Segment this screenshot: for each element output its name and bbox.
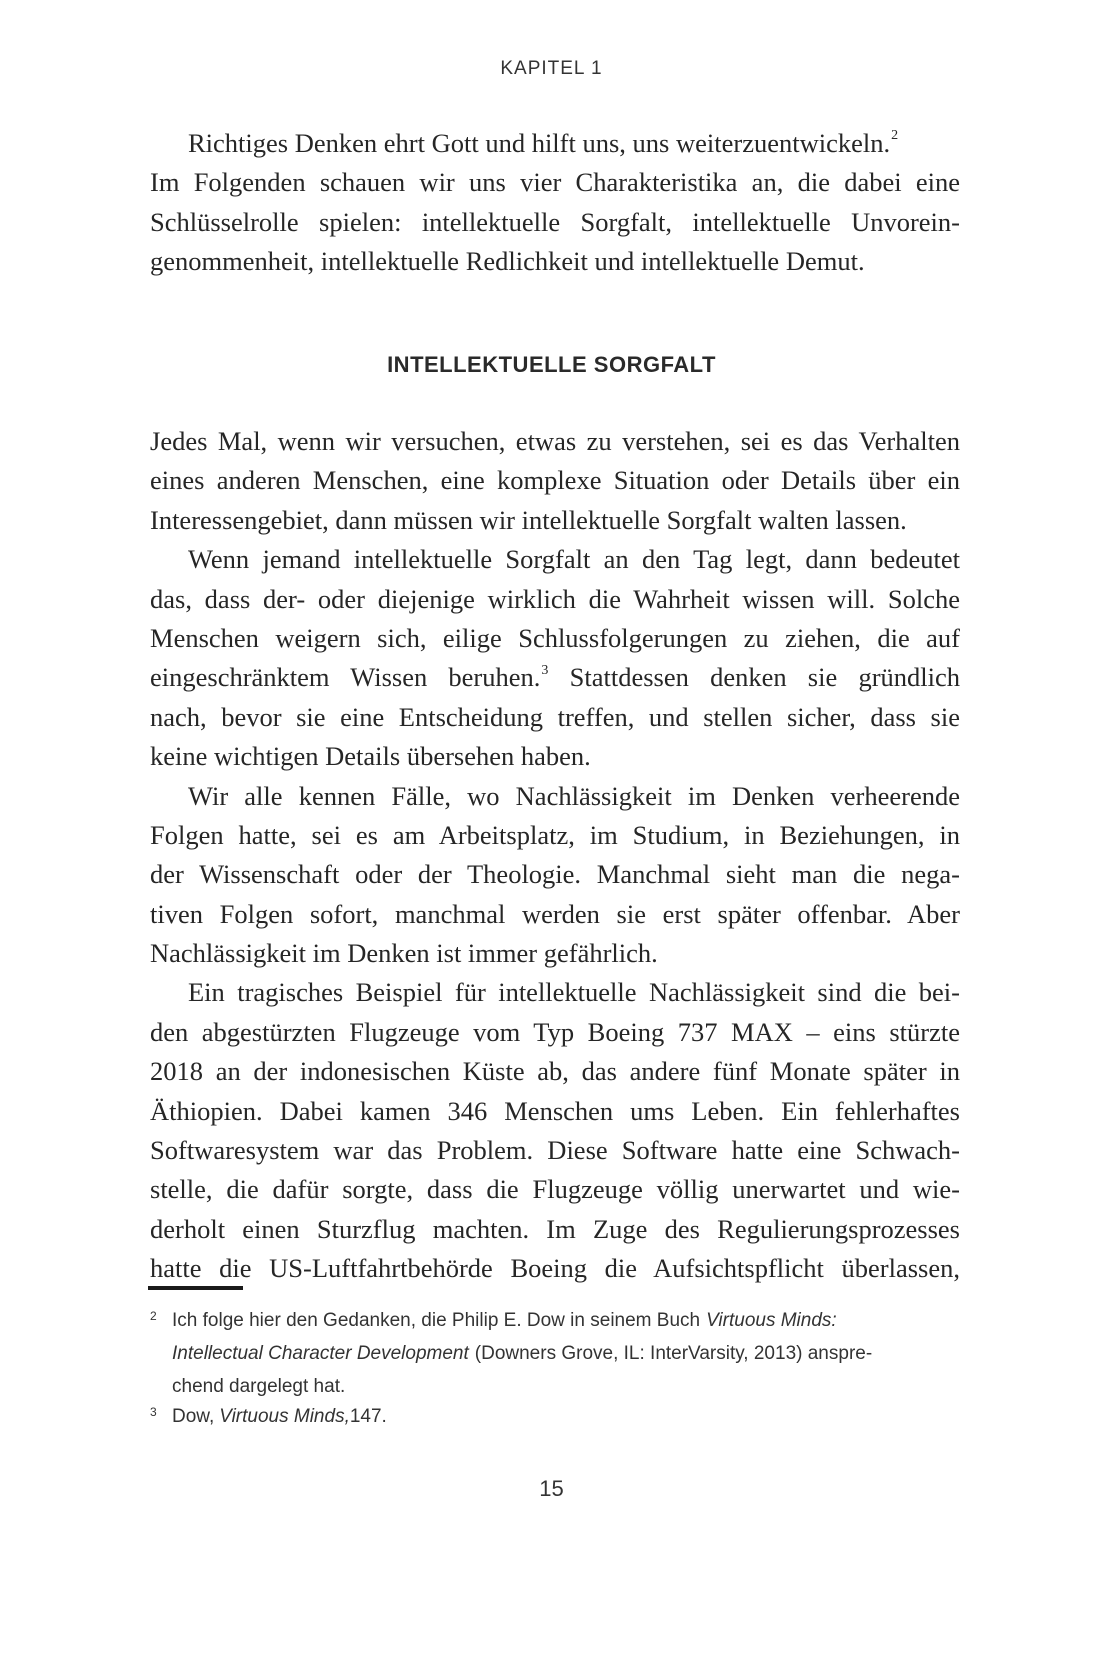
footnote-2-line-2: Intellectual Character Development (Downers Grove, IL: InterVarsity, 2013) anspre- xyxy=(172,1343,873,1364)
intro-line-2: Im Folgenden schauen wir uns vier Charakteristika an, die dabei eine xyxy=(150,167,960,198)
paragraph-4-line: 2018 an der indonesischen Küste ab, das andere fünf Monate später in xyxy=(150,1056,960,1087)
footnote-mark: 2 xyxy=(150,1309,157,1323)
paragraph-3-line: der Wissenschaft oder der Theologie. Manchmal sieht man die nega- xyxy=(150,859,960,890)
paragraph-2-line: Menschen weigern sich, eilige Schlussfolgerungen zu ziehen, die auf xyxy=(150,622,960,653)
paragraph-3-line: Nachlässigkeit im Denken ist immer gefährlich. xyxy=(150,938,658,969)
footnote-2-line-1: Ich folge hier den Gedanken, die Philip E. Dow in seinem Buch Virtuous Minds: xyxy=(172,1310,837,1331)
paragraph-3-line: Wir alle kennen Fälle, wo Nachlässigkeit im Denken verheerende xyxy=(188,780,960,811)
paragraph-2-line: keine wichtigen Details übersehen haben. xyxy=(150,741,591,772)
footnote-mark: 3 xyxy=(150,1405,157,1419)
paragraph-4-line: stelle, die dafür sorgte, dass die Flugzeuge völlig unerwartet und wie- xyxy=(150,1174,960,1205)
paragraph-3-line: tiven Folgen sofort, manchmal werden sie erst später offenbar. Aber xyxy=(150,898,960,929)
paragraph-1-line: eines anderen Menschen, eine komplexe Situation oder Details über ein xyxy=(150,465,960,496)
intro-paragraph xyxy=(150,124,960,282)
paragraph-1-line: Jedes Mal, wenn wir versuchen, etwas zu verstehen, sei es das Verhalten xyxy=(150,426,960,456)
footnote-2-line-3: chend dargelegt hat. xyxy=(172,1376,346,1397)
footnote-ref-2: 2 xyxy=(891,128,899,144)
paragraph-4-line: Softwaresystem war das Problem. Diese Software hatte eine Schwach- xyxy=(150,1135,960,1166)
paragraph-4-line: derholt einen Sturzflug machten. Im Zuge des Regulierungsprozesses xyxy=(150,1213,960,1244)
paragraph-1-line: Interessengebiet, dann müssen wir intellektuelle Sorgfalt walten lassen. xyxy=(150,504,907,535)
paragraph-3-line: Folgen hatte, sei es am Arbeitsplatz, im Studium, in Beziehungen, in xyxy=(150,819,960,850)
intro-line-4: genommenheit, intellektuelle Redlichkeit und intellektuelle Demut. xyxy=(150,246,865,277)
paragraph-2-line: eingeschränktem Wissen beruhen.$^3$ Stattdessen denken sie gründlich xyxy=(150,662,961,693)
paragraph-4-line: Äthiopien. Dabei kamen 346 Menschen ums Leben. Ein fehlerhaftes xyxy=(150,1095,960,1126)
footnote-3 xyxy=(150,1400,960,1433)
footnote-ref-3: 3 xyxy=(541,662,549,678)
paragraph-2-line: Wenn jemand intellektuelle Sorgfalt an den Tag legt, dann bedeutet xyxy=(188,544,960,575)
paragraph-4-line: Ein tragisches Beispiel für intellektuelle Nachlässigkeit sind die bei- xyxy=(188,977,960,1008)
body-text xyxy=(150,422,960,1289)
intro-line-3: Schlüsselrolle spielen: intellektuelle Sorgfalt, intellektuelle Unvorein- xyxy=(150,206,960,237)
footnote-3-line-1: Dow, Virtuous Minds, 147. xyxy=(172,1406,387,1427)
running-head: KAPITEL 1 xyxy=(500,58,603,79)
paragraph-2-line: das, dass der- oder diejenige wirklich die Wahrheit wissen will. Solche xyxy=(150,583,960,614)
paragraph-4-line: hatte die US-Luftfahrtbehörde Boeing die Aufsichtspflicht überlassen, xyxy=(150,1253,960,1284)
section-heading: INTELLEKTUELLE SORGFALT xyxy=(387,352,716,377)
paragraph-2-line: nach, bevor sie eine Entscheidung treffen, und stellen sicher, dass sie xyxy=(150,701,960,732)
page-number: 15 xyxy=(539,1476,564,1501)
paragraph-4-line: den abgestürzten Flugzeuge vom Typ Boeing 737 MAX – eins stürzte xyxy=(150,1016,960,1047)
footnote-2 xyxy=(150,1304,960,1403)
intro-line-1: Richtiges Denken ehrt Gott und hilft uns, uns weiterzuentwickeln.$^2$ xyxy=(188,128,899,158)
footnote-rule xyxy=(148,1286,243,1290)
